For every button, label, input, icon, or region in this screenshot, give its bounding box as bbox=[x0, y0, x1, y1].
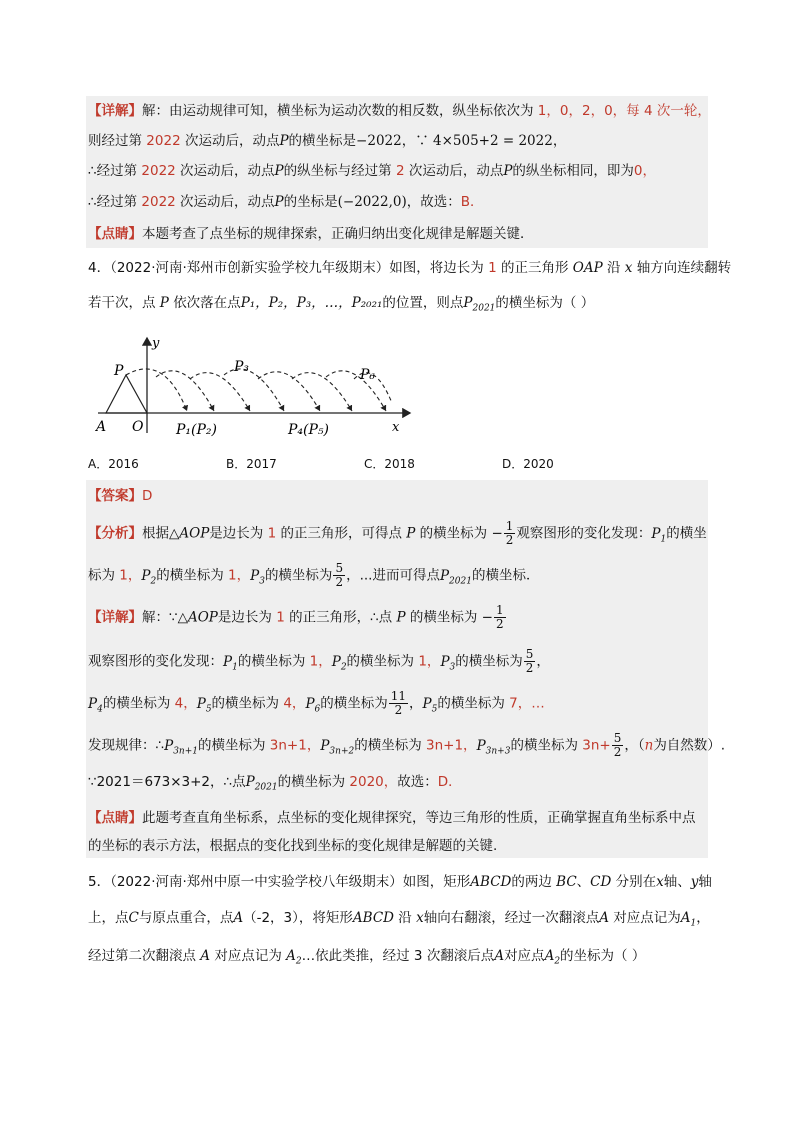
fraction-5-2: $\frac{5}{2}$ bbox=[525, 647, 534, 675]
text: 经过第二次翻滚点 bbox=[88, 948, 196, 964]
detail-tag: 【详解】 bbox=[88, 609, 142, 626]
text: 的位置，则点 bbox=[382, 295, 464, 311]
text: 的横坐 bbox=[666, 525, 707, 542]
math: (−2022,0) bbox=[337, 194, 407, 210]
symbol: $P_6$ bbox=[305, 695, 321, 715]
text: 的正三角形 bbox=[500, 260, 569, 276]
text: ， bbox=[409, 695, 423, 712]
text: 的横坐标为 bbox=[237, 653, 306, 670]
text: 的横坐标是 bbox=[288, 133, 357, 149]
text: 轴 bbox=[698, 874, 712, 890]
comment-tag: 【点睛】 bbox=[88, 810, 142, 826]
answer-tag: 【答案】 bbox=[88, 488, 142, 504]
label-P3: P₃ bbox=[234, 359, 250, 375]
comment-line bbox=[88, 224, 534, 244]
text: 的横坐标为 bbox=[197, 737, 266, 754]
text: 的横坐标为（ ） bbox=[495, 295, 595, 311]
red-number: 1， bbox=[119, 567, 142, 584]
text: 标为 bbox=[88, 567, 115, 584]
detail-red: 1，0，2，0，每 4 次一轮， bbox=[537, 103, 711, 119]
option-b: B．2017 bbox=[226, 457, 277, 471]
fraction-5-2: $\frac{5}{2}$ bbox=[335, 561, 344, 589]
dashed-arcs bbox=[126, 369, 392, 411]
red-number: 2020， bbox=[349, 774, 398, 790]
symbol: $P_2$ bbox=[331, 653, 347, 673]
symbol: A bbox=[200, 948, 211, 964]
comment4-line-2 bbox=[88, 836, 497, 856]
symbol: $A_2$ bbox=[544, 948, 561, 967]
text: 的纵坐标相同，即为 bbox=[512, 163, 634, 179]
text: 对应点记为 bbox=[613, 910, 681, 926]
fraction-5-2: $\frac{5}{2}$ bbox=[613, 731, 622, 759]
text: 分别在 bbox=[615, 874, 657, 890]
text: ∴经过第 bbox=[88, 163, 138, 179]
symbol: ABCD bbox=[470, 874, 512, 890]
text: 的横坐标为 bbox=[320, 695, 388, 712]
answer-line bbox=[88, 486, 152, 506]
text: 的坐标为（ ） bbox=[560, 948, 646, 964]
label-P: P bbox=[114, 363, 124, 379]
red-number: 1， bbox=[418, 653, 441, 670]
text: 次翻滚后点 bbox=[426, 948, 495, 964]
text: 故选： bbox=[397, 774, 438, 790]
symbol: P bbox=[274, 163, 284, 179]
symbol: $P_{2021}$ bbox=[463, 295, 496, 314]
text: 的横坐标为 − bbox=[409, 609, 493, 626]
text: ，...进而可得点 bbox=[346, 567, 440, 584]
comment-tag: 【点睛】 bbox=[88, 226, 142, 242]
analysis-line-1 bbox=[88, 520, 707, 549]
symbol: $P_{3n+3}$ bbox=[476, 737, 511, 757]
red-number: 2022 bbox=[141, 163, 176, 179]
symbol: $P_3$ bbox=[440, 653, 456, 673]
text: ∴经过第 bbox=[88, 194, 138, 210]
text: 的正三角形，∴点 bbox=[289, 609, 393, 626]
label-P6: P₆ bbox=[360, 367, 376, 383]
symbol: OAP bbox=[572, 260, 603, 276]
fraction-1-2: $\frac{1}{2}$ bbox=[495, 603, 504, 631]
text: 的横坐标． bbox=[471, 567, 540, 584]
analysis-tag: 【分析】 bbox=[88, 525, 142, 542]
text: 依次落在点 bbox=[173, 295, 241, 311]
symbol: n bbox=[644, 737, 654, 754]
text: 的横坐标为 bbox=[510, 737, 578, 754]
text: 对应点 bbox=[504, 948, 545, 964]
rolling-triangle-figure bbox=[92, 333, 422, 445]
text: 的横坐标为 bbox=[211, 695, 280, 712]
detail4-line-4 bbox=[88, 732, 725, 761]
analysis-line-2 bbox=[88, 562, 539, 591]
symbol: P bbox=[396, 609, 406, 626]
text: 次运动后，动点 bbox=[180, 194, 275, 210]
point-list: P₁，P₂，P₃，…，P₂₀₂₁ bbox=[240, 295, 383, 311]
text: ， bbox=[696, 910, 710, 926]
option-d: D．2020 bbox=[502, 457, 554, 471]
text: 的横坐标为 − bbox=[419, 525, 503, 542]
text: 是边长为 bbox=[217, 609, 272, 626]
text: 解：∵△ bbox=[142, 609, 188, 626]
symbol: AOP bbox=[187, 609, 218, 626]
text: …依此类推，经过 bbox=[301, 948, 410, 964]
red-number: 1， bbox=[228, 567, 251, 584]
text: 次运动后，动点 bbox=[184, 133, 280, 149]
text: 若干次，点 bbox=[88, 295, 156, 311]
detail-line-4 bbox=[88, 192, 484, 212]
q4-line-1 bbox=[88, 258, 731, 278]
detail4-line-3 bbox=[88, 690, 545, 719]
symbol: CD bbox=[590, 874, 612, 890]
q5-line-1 bbox=[88, 872, 712, 892]
text: 发现规律：∴ bbox=[88, 737, 165, 754]
red-number: 4， bbox=[174, 695, 197, 712]
symbol: $A_2$ bbox=[286, 948, 302, 967]
symbol: P bbox=[159, 295, 169, 311]
red-number: 3n+1， bbox=[269, 737, 321, 754]
text: 次运动后，动点 bbox=[408, 163, 504, 179]
text: ∵2021＝673×3+2，∴点 bbox=[88, 774, 246, 790]
symbol: BC bbox=[556, 874, 577, 890]
text: 的横坐标为 bbox=[277, 774, 346, 790]
symbol: $P_1$ bbox=[651, 525, 667, 545]
q5-line-3 bbox=[88, 946, 645, 972]
symbol: $P_1$ bbox=[223, 653, 238, 673]
answer-value: D bbox=[142, 488, 153, 504]
label-P1P2: P₁(P₂) bbox=[176, 422, 217, 438]
red-number: 3n+ bbox=[582, 737, 611, 754]
text: 对应点记为 bbox=[214, 948, 282, 964]
red-number: 1 bbox=[488, 260, 497, 276]
symbol: P bbox=[279, 133, 289, 149]
text: 的正三角形，可得点 bbox=[280, 525, 402, 542]
text: 为自然数）. bbox=[653, 737, 726, 754]
red-number: 1 bbox=[276, 609, 285, 626]
text: 是边长为 bbox=[209, 525, 264, 542]
symbol: $P_4$ bbox=[88, 695, 103, 715]
detail-line-2 bbox=[88, 131, 566, 151]
text: 的横坐标为 bbox=[346, 653, 415, 670]
text: 轴向右翻滚，经过一次翻滚点 bbox=[423, 910, 600, 926]
fraction-11-2: $\frac{11}{2}$ bbox=[390, 689, 407, 717]
text: ，（ bbox=[624, 737, 645, 754]
text: 的两边 bbox=[511, 874, 552, 890]
symbol: A bbox=[233, 910, 244, 926]
text: 的横坐标为 bbox=[156, 567, 224, 584]
text: 4．（2022·河南·郑州市创新实验学校九年级期末）如图，将边长为 bbox=[88, 260, 484, 276]
detail-line-3 bbox=[88, 161, 656, 181]
symbol: x bbox=[656, 874, 664, 890]
comment-text: 此题考查直角坐标系，点坐标的变化规律探究，等边三角形的性质，正确掌握直角坐标系中点 bbox=[142, 810, 696, 826]
detail-line-1 bbox=[88, 101, 711, 121]
text: 沿 bbox=[398, 910, 412, 926]
text: 的横坐标为 bbox=[354, 737, 422, 754]
symbol: x bbox=[416, 910, 424, 926]
text: 沿 bbox=[606, 260, 621, 276]
symbol: P bbox=[406, 525, 416, 542]
label-P4P5: P₄(P₅) bbox=[288, 422, 329, 438]
symbol: x bbox=[624, 260, 633, 276]
text: ，故选： bbox=[406, 194, 461, 210]
symbol: $P_{2021}$ bbox=[245, 774, 278, 793]
symbol: $P_3$ bbox=[250, 567, 265, 587]
text: （-2，3），将矩形 bbox=[243, 910, 353, 926]
q5-line-2 bbox=[88, 908, 710, 934]
red-number: 4， bbox=[283, 695, 306, 712]
symbol: $P_2$ bbox=[141, 567, 157, 587]
option-c: C．2018 bbox=[364, 457, 415, 471]
text: 的坐标是 bbox=[283, 194, 338, 210]
symbol: AOP bbox=[179, 525, 210, 542]
red-answer: D． bbox=[437, 774, 462, 790]
text: 、 bbox=[576, 874, 591, 890]
option-a: A．2016 bbox=[88, 457, 139, 471]
red-number: 1， bbox=[309, 653, 332, 670]
label-x: x bbox=[392, 420, 400, 435]
text: 观察图形的变化发现： bbox=[88, 653, 223, 670]
symbol: C bbox=[128, 910, 139, 926]
red-number: 0， bbox=[633, 163, 657, 179]
detail4-line-2: 观察图形的变化发现：$P_1$的横坐标为 1，$P_2$的横坐标为 1，$P_3$的横坐标为 $\frac{5}{2}$ ， bbox=[88, 647, 550, 675]
comment-text: 的坐标的表示方法，根据点的变化找到坐标的变化规律是解题的关键. bbox=[88, 838, 498, 854]
q4-line-2 bbox=[88, 293, 594, 319]
text: 则经过第 bbox=[88, 133, 142, 149]
symbol: $P_5$ bbox=[422, 695, 438, 715]
red-number: 7，… bbox=[509, 695, 545, 712]
detail-tag: 【详解】 bbox=[88, 103, 142, 119]
red-number: 1 bbox=[267, 525, 277, 542]
text: 观察图形的变化发现： bbox=[516, 525, 652, 542]
symbol: $A_1$ bbox=[680, 910, 697, 929]
symbol: ABCD bbox=[352, 910, 394, 926]
red-number: 2022 bbox=[141, 194, 176, 210]
comment-text: 本题考查了点坐标的规律探索，正确归纳出变化规律是解题关键． bbox=[142, 226, 534, 242]
symbol: P bbox=[274, 194, 284, 210]
symbol: y bbox=[690, 874, 699, 890]
text: 的纵坐标与经过第 bbox=[283, 163, 392, 179]
red-number: 3n+1， bbox=[426, 737, 477, 754]
symbol: A bbox=[599, 910, 609, 926]
symbol: $P_{3n+2}$ bbox=[320, 737, 355, 757]
text: 的横坐标为 bbox=[455, 653, 523, 670]
red-number: 2022 bbox=[146, 133, 181, 149]
text: 轴、 bbox=[663, 874, 691, 890]
label-O: O bbox=[132, 419, 144, 435]
red-answer: B． bbox=[460, 194, 484, 210]
text: 轴方向连续翻转 bbox=[636, 260, 732, 276]
text: 的横坐标为 bbox=[264, 567, 333, 584]
text: 的横坐标为 bbox=[102, 695, 171, 712]
text: 与原点重合，点 bbox=[138, 910, 234, 926]
text: 上，点 bbox=[88, 910, 129, 926]
symbol: A bbox=[494, 948, 505, 964]
label-A: A bbox=[96, 419, 107, 435]
text: 根据△ bbox=[142, 525, 180, 542]
fraction-1-2: $\frac{1}{2}$ bbox=[505, 519, 514, 547]
text: 3 bbox=[413, 948, 423, 964]
math: −2022，∵ 4×505+2 = 2022， bbox=[356, 133, 567, 149]
symbol: $P_5$ bbox=[196, 695, 212, 715]
text: 5．（2022·河南·郑州中原一中实验学校八年级期末）如图，矩形 bbox=[88, 874, 471, 890]
detail4-line-1 bbox=[88, 604, 507, 631]
symbol: $P_{3n+1}$ bbox=[164, 737, 198, 757]
label-y: y bbox=[152, 336, 160, 351]
symbol: $P_{2021}$ bbox=[439, 567, 472, 587]
text: 的横坐标为 bbox=[437, 695, 505, 712]
red-number: 2 bbox=[395, 163, 405, 179]
triangle-oap bbox=[106, 375, 147, 413]
symbol: P bbox=[503, 163, 513, 179]
detail-text: 解：由运动规律可知，横坐标为运动次数的相反数，纵坐标依次为 bbox=[142, 103, 534, 119]
text: 次运动后，动点 bbox=[180, 163, 275, 179]
detail4-line-5 bbox=[88, 772, 462, 798]
comment4-line-1 bbox=[88, 808, 696, 828]
